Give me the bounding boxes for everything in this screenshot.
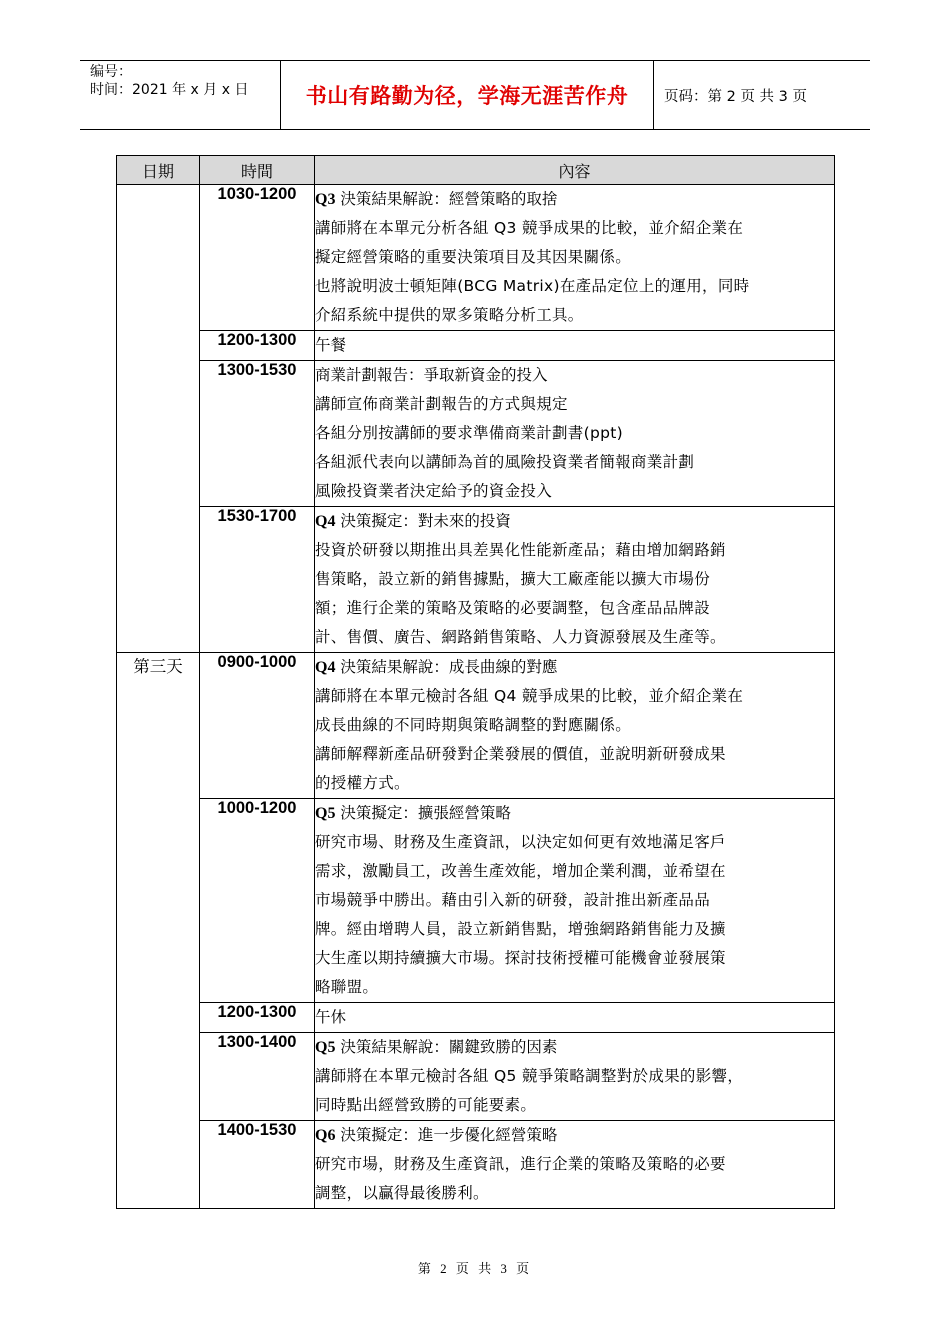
- session-title: [315, 653, 834, 682]
- session-title-text: 決策擬定：擴張經營策略: [340, 804, 511, 822]
- content-cell: [315, 653, 835, 799]
- content-cell: [315, 331, 835, 361]
- content-cell: [315, 1121, 835, 1209]
- header-date: 日期: [117, 156, 200, 185]
- quarter-label: Q6: [315, 1127, 336, 1144]
- session-title-text: 商業計劃報告：爭取新資金的投入: [315, 366, 548, 384]
- session-title: [315, 361, 834, 390]
- time-cell: 1300-1400: [200, 1033, 315, 1121]
- content-cell: [315, 799, 835, 1003]
- time-cell: 1200-1300: [200, 1003, 315, 1033]
- header-motto: 书山有路勤为径，学海无涯苦作舟: [281, 61, 654, 129]
- table-row: [117, 507, 835, 653]
- session-title-text: 決策結果解說：關鍵致勝的因素: [340, 1038, 558, 1056]
- content-cell: [315, 507, 835, 653]
- session-title: [315, 1121, 834, 1150]
- time-cell: 1530-1700: [200, 507, 315, 653]
- session-title-text: 決策結果解說：成長曲線的對應: [340, 658, 558, 676]
- content-cell: [315, 1003, 835, 1033]
- description-line: 講師解釋新產品研發對企業發展的價值，並說明新研發成果: [315, 745, 726, 763]
- content-cell: [315, 185, 835, 331]
- content-cell: [315, 361, 835, 507]
- session-title-text: 決策擬定：對未來的投資: [340, 512, 511, 530]
- table-row: [117, 185, 835, 331]
- description-line: 講師將在本單元檢討各組 Q5 競爭策略調整對於成果的影響，: [315, 1067, 744, 1085]
- session-title-text: 午休: [315, 1008, 347, 1026]
- table-row: [117, 799, 835, 1003]
- description-line: 同時點出經營致勝的可能要素。: [315, 1096, 537, 1114]
- description-line: 介紹系統中提供的眾多策略分析工具。: [315, 306, 584, 324]
- description-line: 大生產以期持續擴大市場。探討技術授權可能機會並發展策: [315, 949, 726, 967]
- header-content: 內容: [315, 156, 835, 185]
- table-row: [117, 361, 835, 507]
- description-line: 擬定經營策略的重要決策項目及其因果關係。: [315, 248, 632, 266]
- session-title: [315, 507, 834, 536]
- description-line: 略聯盟。: [315, 978, 379, 996]
- header-number: 编号：: [90, 64, 132, 80]
- header-page-number: 页码：第 2 页 共 3 页: [664, 89, 807, 105]
- description-line: 各組派代表向以講師為首的風險投資業者簡報商業計劃: [315, 453, 695, 471]
- table-row: [117, 1033, 835, 1121]
- description-line: 投資於研發以期推出具差異化性能新產品；藉由增加網路銷: [315, 541, 726, 559]
- description-line: 成長曲線的不同時期與策略調整的對應關係。: [315, 716, 632, 734]
- session-title: [315, 1033, 834, 1062]
- table-row: [117, 1121, 835, 1209]
- time-cell: 1030-1200: [200, 185, 315, 331]
- table-row: [117, 331, 835, 361]
- header-time: 时间：2021 年 x 月 x 日: [90, 82, 249, 98]
- description-line: 風險投資業者決定給予的資金投入: [315, 482, 553, 500]
- session-title-text: 決策擬定：進一步優化經營策略: [340, 1126, 558, 1144]
- quarter-label: Q4: [315, 513, 336, 530]
- session-title: [315, 331, 834, 360]
- session-title: [315, 799, 834, 828]
- description-line: 計、售價、廣告、網路銷售策略、人力資源發展及生產等。: [315, 628, 726, 646]
- description-line: 研究市場、財務及生產資訊，以決定如何更有效地滿足客戶: [315, 833, 726, 851]
- day-cell-third-day: 第三天: [117, 653, 200, 1209]
- table-row: [117, 1003, 835, 1033]
- quarter-label: Q5: [315, 805, 336, 822]
- time-cell: 1000-1200: [200, 799, 315, 1003]
- description-line: 各組分別按講師的要求準備商業計劃書(ppt): [315, 424, 623, 442]
- page-header: [80, 60, 870, 130]
- description-line: 講師宣佈商業計劃報告的方式與規定: [315, 395, 568, 413]
- description-line: 牌。經由增聘人員，設立新銷售點，增強網路銷售能力及擴: [315, 920, 726, 938]
- time-cell: 1200-1300: [200, 331, 315, 361]
- page-footer: 第 2 页 共 3 页: [417, 1261, 533, 1276]
- description-line: 需求，激勵員工，改善生產效能，增加企業利潤，並希望在: [315, 862, 726, 880]
- header-meta: [80, 61, 281, 129]
- table-header-row: [117, 156, 835, 185]
- description-line: 講師將在本單元分析各組 Q3 競爭成果的比較，並介紹企業在: [315, 219, 744, 237]
- description-line: 的授權方式。: [315, 774, 410, 792]
- schedule-table: [116, 155, 835, 1209]
- time-cell: 0900-1000: [200, 653, 315, 799]
- time-cell: 1300-1530: [200, 361, 315, 507]
- description-line: 市場競爭中勝出。藉由引入新的研發，設計推出新產品品: [315, 891, 711, 909]
- quarter-label: Q5: [315, 1039, 336, 1056]
- content-cell: [315, 1033, 835, 1121]
- description-line: 售策略，設立新的銷售據點，擴大工廠產能以擴大市場份: [315, 570, 711, 588]
- session-title-text: 午餐: [315, 336, 347, 354]
- session-title-text: 決策結果解說：經營策略的取捨: [340, 190, 558, 208]
- table-row: [117, 653, 835, 799]
- description-line: 研究市場，財務及生產資訊，進行企業的策略及策略的必要: [315, 1155, 726, 1173]
- time-cell: 1400-1530: [200, 1121, 315, 1209]
- header-time: 時間: [200, 156, 315, 185]
- day-cell-previous: [117, 185, 200, 653]
- description-line: 講師將在本單元檢討各組 Q4 競爭成果的比較，並介紹企業在: [315, 687, 744, 705]
- description-line: 調整，以贏得最後勝利。: [315, 1184, 489, 1202]
- schedule-body: [117, 185, 835, 1209]
- quarter-label: Q3: [315, 191, 336, 208]
- quarter-label: Q4: [315, 659, 336, 676]
- session-title: [315, 185, 834, 214]
- description-line: 也將說明波士頓矩陣(BCG Matrix)在產品定位上的運用，同時: [315, 277, 750, 295]
- session-title: [315, 1003, 834, 1032]
- description-line: 額；進行企業的策略及策略的必要調整，包含產品品牌設: [315, 599, 711, 617]
